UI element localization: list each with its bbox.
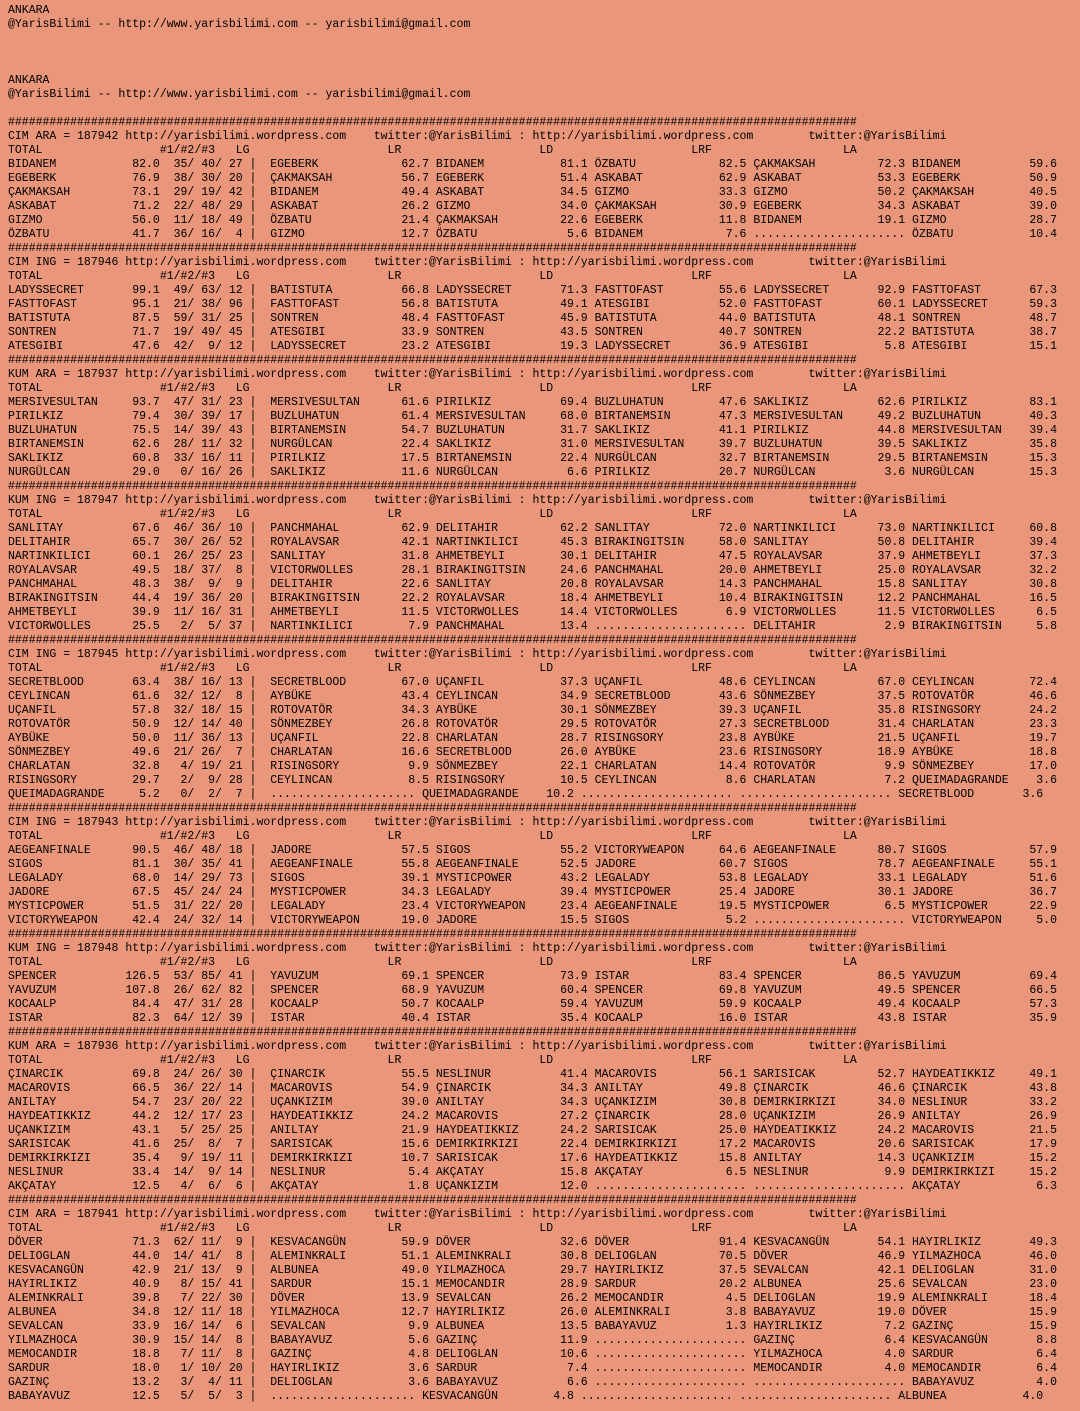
table-row: JADORE 67.5 45/ 24/ 24 | MYSTICPOWER 34.3 LEGALADY 39.4 MYSTICPOWER 25.4 JADORE 30.1 JADORE 36.7	[8, 886, 1057, 899]
intro-line	[8, 102, 1080, 116]
column-header-row: TOTAL #1/#2/#3 LG LR LD LRF LA	[8, 1054, 857, 1067]
table-row: RISINGSORY 29.7 2/ 9/ 28 | CEYLINCAN 8.5 RISINGSORY 10.5 CEYLINCAN 8.6 CHARLATAN 7.2 QUEIMADAGRANDE 3.6	[8, 774, 1057, 787]
race-header: KUM ING = 187947 http://yarisbilimi.wordpress.com twitter:@YarisBilimi : http://yarisbilimi.wordpress.com twitter:@YarisBilimi	[8, 494, 947, 507]
race-header: CIM ING = 187946 http://yarisbilimi.wordpress.com twitter:@YarisBilimi : http://yarisbilimi.wordpress.com twitter:@YarisBilimi	[8, 256, 947, 269]
race-header: CIM ING = 187943 http://yarisbilimi.wordpress.com twitter:@YarisBilimi : http://yarisbilimi.wordpress.com twitter:@YarisBilimi	[8, 816, 947, 829]
table-row: GAZINÇ 13.2 3/ 4/ 11 | DELIOGLAN 3.6 BABAYAVUZ 6.6 ...................... ...................... BABAYAVUZ 4.0	[8, 1376, 1057, 1389]
table-row: ALBUNEA 34.8 12/ 11/ 18 | YILMAZHOCA 12.7 HAYIRLIKIZ 26.0 ALEMINKRALI 3.8 BABAYAVUZ 19.0 DÖVER 15.9	[8, 1306, 1057, 1319]
table-row: NURGÜLCAN 29.0 0/ 16/ 26 | SAKLIKIZ 11.6 NURGÜLCAN 6.6 PIRILKIZ 20.7 NURGÜLCAN 3.6 NURGÜLCAN 15.3	[8, 466, 1057, 479]
table-row: CEYLINCAN 61.6 32/ 12/ 8 | AYBÜKE 43.4 CEYLINCAN 34.9 SECRETBLOOD 43.6 SÖNMEZBEY 37.5 ROTOVATÖR 46.6	[8, 690, 1057, 703]
intro-line: ANKARA	[8, 74, 50, 87]
race-header: KUM ING = 187948 http://yarisbilimi.wordpress.com twitter:@YarisBilimi : http://yarisbilimi.wordpress.com twitter:@YarisBilimi	[8, 942, 947, 955]
table-row: ATESGIBI 47.6 42/ 9/ 12 | LADYSSECRET 23.2 ATESGIBI 19.3 LADYSSECRET 36.9 ATESGIBI 5.8 ATESGIBI 15.1	[8, 340, 1057, 353]
table-row: EGEBERK 76.9 38/ 30/ 20 | ÇAKMAKSAH 56.7 EGEBERK 51.4 ASKABAT 62.9 ASKABAT 53.3 EGEBERK 50.9	[8, 172, 1057, 185]
table-row: NESLINUR 33.4 14/ 9/ 14 | NESLINUR 5.4 AKÇATAY 15.8 AKÇATAY 6.5 NESLINUR 9.9 DEMIRKIRKIZI 15.2	[8, 1166, 1057, 1179]
table-row: VICTORWOLLES 25.5 2/ 5/ 37 | NARTINKILICI 7.9 PANCHMAHAL 13.4 ...................... DELITAHIR 2.9 BIRAKINGITSIN 5.8	[8, 620, 1057, 633]
section-separator: ###########################################################################################################################	[8, 242, 857, 255]
table-row: SAKLIKIZ 60.8 33/ 16/ 11 | PIRILKIZ 17.5 BIRTANEMSIN 22.4 NURGÜLCAN 32.7 BIRTANEMSIN 29.5 BIRTANEMSIN 15.3	[8, 452, 1057, 465]
table-row: SONTREN 71.7 19/ 49/ 45 | ATESGIBI 33.9 SONTREN 43.5 SONTREN 40.7 SONTREN 22.2 BATISTUTA 38.7	[8, 326, 1057, 339]
table-row: ALEMINKRALI 39.8 7/ 22/ 30 | DÖVER 13.9 SEVALCAN 26.2 MEMOCANDIR 4.5 DELIOGLAN 19.9 ALEMINKRALI 18.4	[8, 1292, 1057, 1305]
table-row: LEGALADY 68.0 14/ 29/ 73 | SIGOS 39.1 MYSTICPOWER 43.2 LEGALADY 53.8 LEGALADY 33.1 LEGALADY 51.6	[8, 872, 1057, 885]
column-header-row: TOTAL #1/#2/#3 LG LR LD LRF LA	[8, 1222, 857, 1235]
table-row: SIGOS 81.1 30/ 35/ 41 | AEGEANFINALE 55.8 AEGEANFINALE 52.5 JADORE 60.7 SIGOS 78.7 AEGEANFINALE 55.1	[8, 858, 1057, 871]
section-separator: ###########################################################################################################################	[8, 1194, 857, 1207]
table-row: DELIOGLAN 44.0 14/ 41/ 8 | ALEMINKRALI 51.1 ALEMINKRALI 30.8 DELIOGLAN 70.5 DÖVER 46.9 YILMAZHOCA 46.0	[8, 1250, 1057, 1263]
table-row: ASKABAT 71.2 22/ 48/ 29 | ASKABAT 26.2 GIZMO 34.0 ÇAKMAKSAH 30.9 EGEBERK 34.3 ASKABAT 39.0	[8, 200, 1057, 213]
table-row: ROYALAVSAR 49.5 18/ 37/ 8 | VICTORWOLLES 28.1 BIRAKINGITSIN 24.6 PANCHMAHAL 20.0 AHMETBEYLI 25.0 ROYALAVSAR 32.2	[8, 564, 1057, 577]
section-separator: ###########################################################################################################################	[8, 928, 857, 941]
table-row: ROTOVATÖR 50.9 12/ 14/ 40 | SÖNMEZBEY 26.8 ROTOVATÖR 29.5 ROTOVATÖR 27.3 SECRETBLOOD 31.4 CHARLATAN 23.3	[8, 718, 1057, 731]
table-row: SARDUR 18.0 1/ 10/ 20 | HAYIRLIKIZ 3.6 SARDUR 7.4 ...................... MEMOCANDIR 4.0 MEMOCANDIR 6.4	[8, 1362, 1057, 1375]
table-row: ÇINARCIK 69.8 24/ 26/ 30 | ÇINARCIK 55.5 NESLINUR 41.4 MACAROVIS 56.1 SARISICAK 52.7 HAYDEATIKKIZ 49.1	[8, 1068, 1057, 1081]
table-row: SECRETBLOOD 63.4 38/ 16/ 13 | SECRETBLOOD 67.0 UÇANFIL 37.3 UÇANFIL 48.6 CEYLINCAN 67.0 CEYLINCAN 72.4	[8, 676, 1057, 689]
table-row: QUEIMADAGRANDE 5.2 0/ 2/ 7 | ..................... QUEIMADAGRANDE 10.2 ...................... ...................... SECRETBLOOD 3.6	[8, 788, 1044, 801]
table-row: SÖNMEZBEY 49.6 21/ 26/ 7 | CHARLATAN 16.6 SECRETBLOOD 26.0 AYBÜKE 23.6 RISINGSORY 18.9 AYBÜKE 18.8	[8, 746, 1057, 759]
table-row: BIDANEM 82.0 35/ 40/ 27 | EGEBERK 62.7 BIDANEM 81.1 ÖZBATU 82.5 ÇAKMAKSAH 72.3 BIDANEM 59.6	[8, 158, 1057, 171]
table-row: VICTORYWEAPON 42.4 24/ 32/ 14 | VICTORYWEAPON 19.0 JADORE 15.5 SIGOS 5.2 ...................... VICTORYWEAPON 5.0	[8, 914, 1057, 927]
table-row: DÖVER 71.3 62/ 11/ 9 | KESVACANGÜN 59.9 DÖVER 32.6 DÖVER 91.4 KESVACANGÜN 54.1 HAYIRLIKIZ 49.3	[8, 1236, 1057, 1249]
section-separator: ###########################################################################################################################	[8, 802, 857, 815]
column-header-row: TOTAL #1/#2/#3 LG LR LD LRF LA	[8, 662, 857, 675]
table-row: PIRILKIZ 79.4 30/ 39/ 17 | BUZLUHATUN 61.4 MERSIVESULTAN 68.0 BIRTANEMSIN 47.3 MERSIVESULTAN 49.2 BUZLUHATUN 40.3	[8, 410, 1057, 423]
table-row: AHMETBEYLI 39.9 11/ 16/ 31 | AHMETBEYLI 11.5 VICTORWOLLES 14.4 VICTORWOLLES 6.9 VICTORWOLLES 11.5 VICTORWOLLES 6.5	[8, 606, 1057, 619]
intro-line	[8, 46, 1080, 60]
intro-line: @YarisBilimi -- http://www.yarisbilimi.com -- yarisbilimi@gmail.com	[8, 18, 471, 31]
table-row: KOCAALP 84.4 47/ 31/ 28 | KOCAALP 50.7 KOCAALP 59.4 YAVUZUM 59.9 KOCAALP 49.4 KOCAALP 57.3	[8, 998, 1057, 1011]
table-row: AYBÜKE 50.0 11/ 36/ 13 | UÇANFIL 22.8 CHARLATAN 28.7 RISINGSORY 23.8 AYBÜKE 21.5 UÇANFIL 19.7	[8, 732, 1057, 745]
table-row: YILMAZHOCA 30.9 15/ 14/ 8 | BABAYAVUZ 5.6 GAZINÇ 11.9 ...................... GAZINÇ 6.4 KESVACANGÜN 8.8	[8, 1334, 1057, 1347]
table-row: UÇANKIZIM 43.1 5/ 25/ 25 | ANILTAY 21.9 HAYDEATIKKIZ 24.2 SARISICAK 25.0 HAYDEATIKKIZ 24.2 MACAROVIS 21.5	[8, 1124, 1057, 1137]
table-row: ÖZBATU 41.7 36/ 16/ 4 | GIZMO 12.7 ÖZBATU 5.6 BIDANEM 7.6 ...................... ÖZBATU 10.4	[8, 228, 1057, 241]
column-header-row: TOTAL #1/#2/#3 LG LR LD LRF LA	[8, 508, 857, 521]
section-separator: ###########################################################################################################################	[8, 480, 857, 493]
table-row: SPENCER 126.5 53/ 85/ 41 | YAVUZUM 69.1 SPENCER 73.9 ISTAR 83.4 SPENCER 86.5 YAVUZUM 69.4	[8, 970, 1057, 983]
column-header-row: TOTAL #1/#2/#3 LG LR LD LRF LA	[8, 382, 857, 395]
table-row: MYSTICPOWER 51.5 31/ 22/ 20 | LEGALADY 23.4 VICTORYWEAPON 23.4 AEGEANFINALE 19.5 MYSTICPOWER 6.5 MYSTICPOWER 22.9	[8, 900, 1057, 913]
race-header: CIM ING = 187945 http://yarisbilimi.wordpress.com twitter:@YarisBilimi : http://yarisbilimi.wordpress.com twitter:@YarisBilimi	[8, 648, 947, 661]
race-header: KUM ARA = 187937 http://yarisbilimi.wordpress.com twitter:@YarisBilimi : http://yarisbilimi.wordpress.com twitter:@YarisBilimi	[8, 368, 947, 381]
table-row: MACAROVIS 66.5 36/ 22/ 14 | MACAROVIS 54.9 ÇINARCIK 34.3 ANILTAY 49.8 ÇINARCIK 46.6 ÇINARCIK 43.8	[8, 1082, 1057, 1095]
table-row: BIRTANEMSIN 62.6 28/ 11/ 32 | NURGÜLCAN 22.4 SAKLIKIZ 31.0 MERSIVESULTAN 39.7 BUZLUHATUN 39.5 SAKLIKIZ 35.8	[8, 438, 1057, 451]
table-row: GIZMO 56.0 11/ 18/ 49 | ÖZBATU 21.4 ÇAKMAKSAH 22.6 EGEBERK 11.8 BIDANEM 19.1 GIZMO 28.7	[8, 214, 1057, 227]
table-row: DEMIRKIRKIZI 35.4 9/ 19/ 11 | DEMIRKIRKIZI 10.7 SARISICAK 17.6 HAYDEATIKKIZ 15.8 ANILTAY 14.3 UÇANKIZIM 15.2	[8, 1152, 1057, 1165]
table-row: BIRAKINGITSIN 44.4 19/ 36/ 20 | BIRAKINGITSIN 22.2 ROYALAVSAR 18.4 AHMETBEYLI 10.4 BIRAKINGITSIN 12.2 PANCHMAHAL 16.5	[8, 592, 1057, 605]
table-row: DELITAHIR 65.7 30/ 26/ 52 | ROYALAVSAR 42.1 NARTINKILICI 45.3 BIRAKINGITSIN 58.0 SANLITAY 50.8 DELITAHIR 39.4	[8, 536, 1057, 549]
table-row: KESVACANGÜN 42.9 21/ 13/ 9 | ALBUNEA 49.0 YILMAZHOCA 29.7 HAYIRLIKIZ 37.5 SEVALCAN 42.1 DELIOGLAN 31.0	[8, 1264, 1057, 1277]
table-row: CHARLATAN 32.8 4/ 19/ 21 | RISINGSORY 9.9 SÖNMEZBEY 22.1 CHARLATAN 14.4 ROTOVATÖR 9.9 SÖNMEZBEY 17.0	[8, 760, 1057, 773]
table-row: BABAYAVUZ 12.5 5/ 5/ 3 | ..................... KESVACANGÜN 4.8 ...................... ...................... ALBUNEA 4.0	[8, 1390, 1044, 1403]
table-row: SEVALCAN 33.9 16/ 14/ 6 | SEVALCAN 9.9 ALBUNEA 13.5 BABAYAVUZ 1.3 HAYIRLIKIZ 7.2 GAZINÇ 15.9	[8, 1320, 1057, 1333]
table-row: MEMOCANDIR 18.8 7/ 11/ 8 | GAZINÇ 4.8 DELIOGLAN 10.6 ...................... YILMAZHOCA 4.0 SARDUR 6.4	[8, 1348, 1057, 1361]
section-separator: ###########################################################################################################################	[8, 634, 857, 647]
table-row: PANCHMAHAL 48.3 38/ 9/ 9 | DELITAHIR 22.6 SANLITAY 20.8 ROYALAVSAR 14.3 PANCHMAHAL 15.8 SANLITAY 30.8	[8, 578, 1057, 591]
table-row: HAYDEATIKKIZ 44.2 12/ 17/ 23 | HAYDEATIKKIZ 24.2 MACAROVIS 27.2 ÇINARCIK 28.0 UÇANKIZIM 26.9 ANILTAY 26.9	[8, 1110, 1057, 1123]
table-row: FASTTOFAST 95.1 21/ 38/ 96 | FASTTOFAST 56.8 BATISTUTA 49.1 ATESGIBI 52.0 FASTTOFAST 60.1 LADYSSECRET 59.3	[8, 298, 1057, 311]
column-header-row: TOTAL #1/#2/#3 LG LR LD LRF LA	[8, 144, 857, 157]
race-header: KUM ARA = 187936 http://yarisbilimi.wordpress.com twitter:@YarisBilimi : http://yarisbilimi.wordpress.com twitter:@YarisBilimi	[8, 1040, 947, 1053]
table-row: LADYSSECRET 99.1 49/ 63/ 12 | BATISTUTA 66.8 LADYSSECRET 71.3 FASTTOFAST 55.6 LADYSSECRET 92.9 FASTTOFAST 67.3	[8, 284, 1057, 297]
table-row: BUZLUHATUN 75.5 14/ 39/ 43 | BIRTANEMSIN 54.7 BUZLUHATUN 31.7 SAKLIKIZ 41.1 PIRILKIZ 44.8 MERSIVESULTAN 39.4	[8, 424, 1057, 437]
intro-line: @YarisBilimi -- http://www.yarisbilimi.com -- yarisbilimi@gmail.com	[8, 88, 471, 101]
table-row: BATISTUTA 87.5 59/ 31/ 25 | SONTREN 48.4 FASTTOFAST 45.9 BATISTUTA 44.0 BATISTUTA 48.1 SONTREN 48.7	[8, 312, 1057, 325]
table-row: NARTINKILICI 60.1 26/ 25/ 23 | SANLITAY 31.8 AHMETBEYLI 30.1 DELITAHIR 47.5 ROYALAVSAR 37.9 AHMETBEYLI 37.3	[8, 550, 1057, 563]
table-row: UÇANFIL 57.8 32/ 18/ 15 | ROTOVATÖR 34.3 AYBÜKE 30.1 SÖNMEZBEY 39.3 UÇANFIL 35.8 RISINGSORY 24.2	[8, 704, 1057, 717]
column-header-row: TOTAL #1/#2/#3 LG LR LD LRF LA	[8, 830, 857, 843]
table-row: AKÇATAY 12.5 4/ 6/ 6 | AKÇATAY 1.8 UÇANKIZIM 12.0 ...................... ...................... AKÇATAY 6.3	[8, 1180, 1057, 1193]
table-row: AEGEANFINALE 90.5 46/ 48/ 18 | JADORE 57.5 SIGOS 55.2 VICTORYWEAPON 64.6 AEGEANFINALE 80.7 SIGOS 57.9	[8, 844, 1057, 857]
table-row: HAYIRLIKIZ 40.9 8/ 15/ 41 | SARDUR 15.1 MEMOCANDIR 28.9 SARDUR 20.2 ALBUNEA 25.6 SEVALCAN 23.0	[8, 1278, 1057, 1291]
column-header-row: TOTAL #1/#2/#3 LG LR LD LRF LA	[8, 956, 857, 969]
intro-line	[8, 60, 1080, 74]
race-header: CIM ARA = 187942 http://yarisbilimi.wordpress.com twitter:@YarisBilimi : http://yarisbilimi.wordpress.com twitter:@YarisBilimi	[8, 130, 947, 143]
table-row: SARISICAK 41.6 25/ 8/ 7 | SARISICAK 15.6 DEMIRKIRKIZI 22.4 DEMIRKIRKIZI 17.2 MACAROVIS 20.6 SARISICAK 17.9	[8, 1138, 1057, 1151]
intro-line: ANKARA	[8, 4, 50, 17]
intro-line	[8, 32, 1080, 46]
table-row: SANLITAY 67.6 46/ 36/ 10 | PANCHMAHAL 62.9 DELITAHIR 62.2 SANLITAY 72.0 NARTINKILICI 73.0 NARTINKILICI 60.8	[8, 522, 1057, 535]
table-row: YAVUZUM 107.8 26/ 62/ 82 | SPENCER 68.9 YAVUZUM 60.4 SPENCER 69.8 YAVUZUM 49.5 SPENCER 66.5	[8, 984, 1057, 997]
column-header-row: TOTAL #1/#2/#3 LG LR LD LRF LA	[8, 270, 857, 283]
table-row: ISTAR 82.3 64/ 12/ 39 | ISTAR 40.4 ISTAR 35.4 KOCAALP 16.0 ISTAR 43.8 ISTAR 35.9	[8, 1012, 1057, 1025]
section-separator: ###########################################################################################################################	[8, 1026, 857, 1039]
race-header: CIM ARA = 187941 http://yarisbilimi.wordpress.com twitter:@YarisBilimi : http://yarisbilimi.wordpress.com twitter:@YarisBilimi	[8, 1208, 947, 1221]
section-separator: ###########################################################################################################################	[8, 116, 857, 129]
table-row: ÇAKMAKSAH 73.1 29/ 19/ 42 | BIDANEM 49.4 ASKABAT 34.5 GIZMO 33.3 GIZMO 50.2 ÇAKMAKSAH 40.5	[8, 186, 1057, 199]
table-row: ANILTAY 54.7 23/ 20/ 22 | UÇANKIZIM 39.0 ANILTAY 34.3 UÇANKIZIM 30.8 DEMIRKIRKIZI 34.0 NESLINUR 33.2	[8, 1096, 1057, 1109]
table-row: MERSIVESULTAN 93.7 47/ 31/ 23 | MERSIVESULTAN 61.6 PIRILKIZ 69.4 BUZLUHATUN 47.6 SAKLIKIZ 62.6 PIRILKIZ 83.1	[8, 396, 1057, 409]
section-separator: ###########################################################################################################################	[8, 354, 857, 367]
